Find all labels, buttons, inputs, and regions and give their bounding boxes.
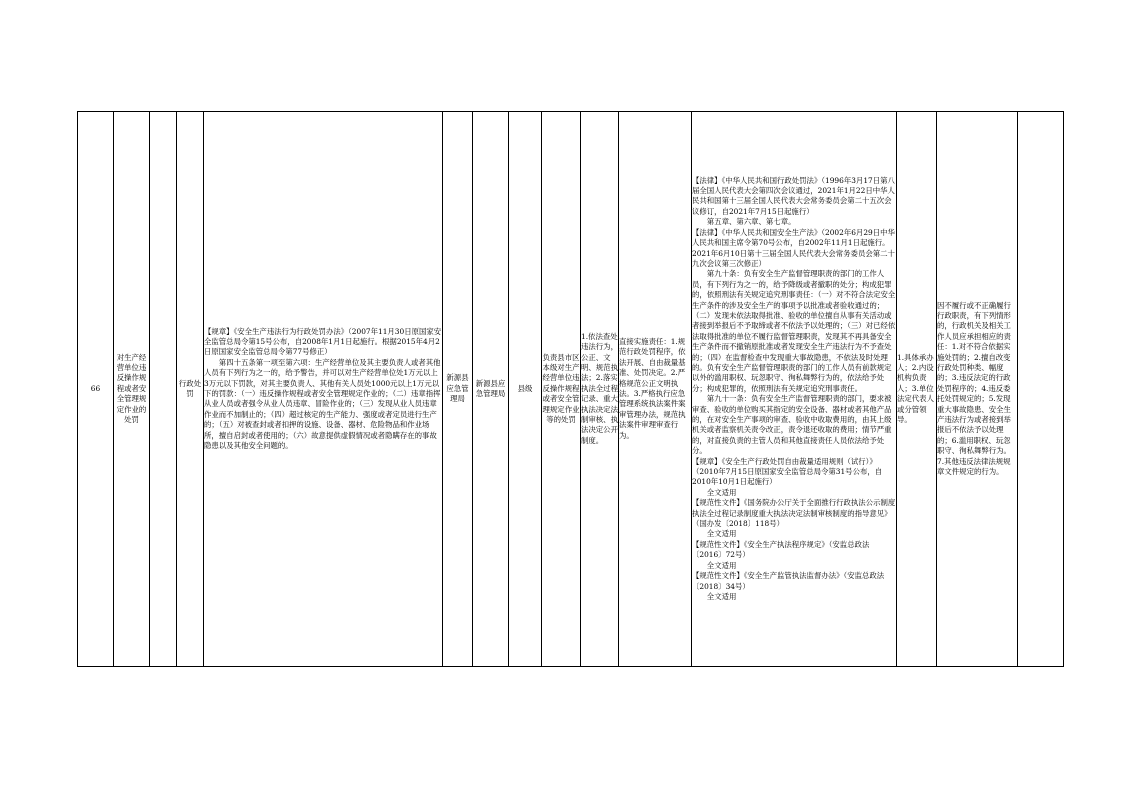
implementer-cell: 新源县应急管理局 [443,112,473,667]
responsibility-basis-cell [692,112,897,667]
legal-basis-cell [204,112,443,667]
basis-paragraph: 第九十条：负有安全生产监督管理职责的部门的工作人员，有下列行为之一的，给予降级或者撤职的处分；构成犯罪的，依照刑法有关规定追究刑事责任：（一）对不符合法定安全生产条件的涉及安全生产的事项予以批准或者验收通过的；（二）发现未依法取得批准、验收的单位擅自从事有关活动或者接到举报后不予取缔或者不依法予以处理的；（三）对已经依法取得批准的单位不履行监督管理职责，发现其不再具备安全生产条件而不撤销原批准或者发现安全生产违法行为不予查处的；（四）在监督检查中发现重大事故隐患，不依法及时处理的。负有安全生产监督管理职责的部门的工作人员有前款规定以外的滥用职权、玩忽职守、徇私舞弊行为的，依法给予处分；构成犯罪的，依照刑法有关规定追究刑事责任。 [692,269,896,393]
basis-paragraph: 【法律】《中华人民共和国安全生产法》（2002年6月29日中华人民共和国主席令第70号公布，自2002年11月1日起施行。2021年6月10日第十三届全国人民代表大会常务委员会第二十九次会议第三次修正） [692,227,895,268]
basis-paragraph: 全文适用 [706,487,737,497]
basis-paragraph: 全文适用 [706,529,737,539]
basis-paragraph: 【规范性文件】《安全生产监管执法监督办法》（安监总政法〔2018〕34号） [692,571,885,591]
remarks-cell [1018,112,1064,667]
power-list-table [77,111,1064,667]
level-cell: 县级 [509,112,542,667]
table-row [78,112,1064,667]
basis-paragraph: 全文适用 [706,591,737,601]
sub-item-cell [150,112,177,667]
basis-paragraph: 【规章】《安全生产行政处罚自由裁量适用规则（试行）》（2010年7月15日原国家安全监管总局令第31号公布，自2010年10月1日起施行） [692,456,883,487]
department-scope-cell: 负责县市区本级对生产经营单位违反操作规程或者安全管理规定作业等的处罚 [542,112,581,667]
item-name: 对生产经营单位违反操作规程或者安全管理规定作业的处罚 [114,112,150,667]
accountability-cell: 因不履行或不正确履行行政职责，有下列情形的，行政机关及相关工作人员应承担相应的责任：1.对不符合依据实施处罚的；2.擅自改变行政处罚种类、幅度的；3.违反法定的行政处罚程序的；4.违反委托处罚规定的；5.发现重大事故隐患、安全生产违法行为或者接到举报后不依法予以处理的；6.滥用职权、玩忽职守、徇私舞弊行为。7.其他违反法律法规规章文件规定的行为。 [937,112,1018,667]
power-category: 行政处罚 [177,112,204,667]
responsibility-cell-1: 1.依法查处违法行为，公正、文明、规范执法；2.落实执法全过程记录、重大执法决定法制审核、执法决定公开制度。 [581,112,619,667]
legal-basis-source: 【规章】《安全生产违法行为行政处罚办法》（2007年11月30日原国家安全监管总局令第15号公布，自2008年1月1日起施行。根据2015年4月2日原国家安全监管总局令第77号修正） [204,326,442,357]
basis-paragraph: 【规范性文件】《国务院办公厅关于全面推行行政执法公示制度执法全过程记录制度重大执法决定法制审核制度的指导意见》（国办发〔2018〕118号） [692,498,896,529]
basis-paragraph: 第九十一条：负有安全生产监督管理职责的部门，要求被审查、验收的单位购买其指定的安全设备、器材或者其他产品的，在对安全生产事项的审查、验收中收取费用的，由其上级机关或者监察机关责令改正，责令退还收取的费用；情节严重的，对直接负责的主管人员和其他直接责任人员依法给予处分。 [692,394,892,456]
basis-paragraph: 【规范性文件】《安全生产执法程序规定》（安监总政法〔2016〕72号） [692,539,870,560]
responsible-subject-cell: 1.具体承办人；2.内设机构负责人；3.单位法定代表人或分管领导。 [897,112,937,667]
responsible-dept-cell: 新源县应急管理局 [473,112,509,667]
responsibility-cell-2: 直接实施责任：1.规范行政处罚程序，依法开展、自由裁量基准、处罚决定。2.严格规范公正文明执法。3.严格执行应急管理系统执法案件案审管理办法，规范执法案件审理审查行为。 [619,112,692,667]
legal-basis-article: 第四十五条第一项至第六项：生产经营单位及其主要负责人或者其他人员有下列行为之一的，给予警告，并可以对生产经营单位处1万元以上3万元以下罚款，对其主要负责人、其他有关人员处1000元以上1万元以下的罚款：（一）违反操作规程或者安全管理规定作业的；（二）违章指挥从业人员或者强令从业人员违章、冒险作业的；（三）发现从业人员违章作业而不加制止的；（四）超过核定的生产能力、强度或者定员进行生产的；（五）对被查封或者扣押的设施、设备、器材、危险物品和作业场所，擅自启封或者使用的；（六）故意提供虚假情况或者隐瞒存在的事故隐患以及其他安全问题的。 [204,357,441,451]
basis-paragraph: 全文适用 [706,560,737,570]
basis-paragraph: 第五章、第六章、第七章。 [706,217,796,227]
basis-paragraph: 【法律】《中华人民共和国行政处罚法》（1996年3月17日第八届全国人民代表大会第四次会议通过，2021年1月22日中华人民共和国第十三届全国人民代表大会常务委员会第二十五次会议修订，自2021年7月15日起施行） [692,175,895,216]
row-number: 66 [78,112,114,667]
